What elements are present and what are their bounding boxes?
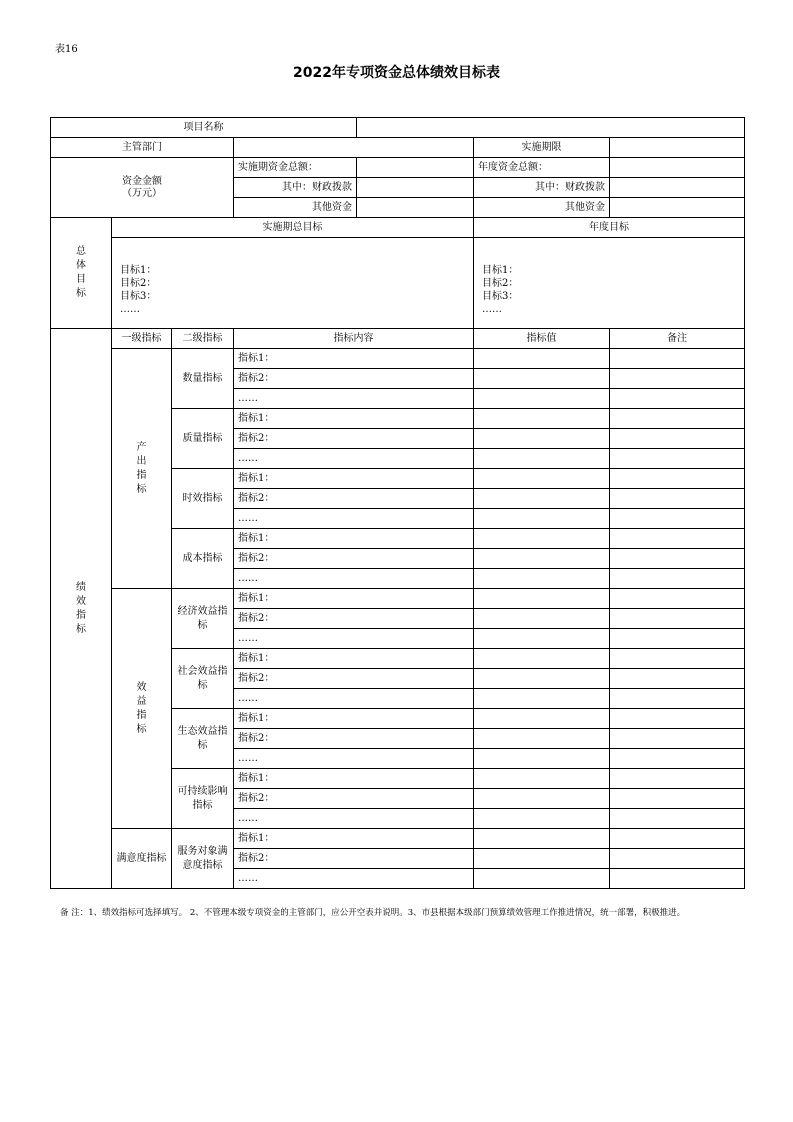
level2-text: 社会效益指标 [177,665,228,691]
level2-cell [172,409,234,469]
indicator-value-cell[interactable] [474,549,610,569]
indicator-remark-cell[interactable] [610,689,745,709]
period-goal-header: 实施期总目标 [112,218,474,238]
indicator-value-cell[interactable] [474,809,610,829]
period-label: 实施期限 [474,138,610,158]
level2-cell [172,709,234,769]
footnote: 备 注：1、绩效指标可选择填写。 2、不管理本级专项资金的主管部门，应公开空表并说明。3、市县根据本级部门预算绩效管理工作推进情况，统一部署，积极推进。 [60,908,686,918]
indicator-value-cell[interactable] [474,529,610,549]
indicator-value-cell[interactable] [474,569,610,589]
level2-cell [172,529,234,589]
indicator-remark-cell[interactable] [610,409,745,429]
level1-text: 满意度指标 [116,852,167,864]
goal-line: 目标3： [120,291,157,302]
indicator-row [51,589,745,609]
indicator-remark-cell[interactable] [610,669,745,689]
level2-text: 质量指标 [182,432,223,444]
indicator-remark-cell[interactable] [610,629,745,649]
annual-fund-field[interactable] [610,158,745,178]
indicator-content-cell[interactable]: 指标2： [234,369,474,389]
indicator-content-cell[interactable]: 指标2： [234,489,474,509]
indicator-content-cell[interactable]: …… [234,749,474,769]
indicator-value-cell[interactable] [474,869,610,889]
indicator-value-cell[interactable] [474,729,610,749]
indicator-remark-cell[interactable] [610,429,745,449]
level1-cell [112,589,172,829]
indicator-content-cell[interactable]: 指标1： [234,709,474,729]
annual-fund-label: 年度资金总额： [474,158,610,178]
indicator-content-cell[interactable]: 指标1： [234,349,474,369]
goal-line: 目标1： [482,265,519,276]
indicator-remark-cell[interactable] [610,749,745,769]
indicator-content-cell[interactable]: 指标1： [234,469,474,489]
indicator-value-cell[interactable] [474,769,610,789]
performance-goal-table [50,117,745,889]
level2-text: 可持续影响指标 [177,785,228,811]
level1-header: 一级指标 [112,329,172,349]
indicator-content-cell[interactable]: 指标1： [234,529,474,549]
level2-text: 经济效益指标 [177,605,228,631]
indicator-content-cell[interactable]: 指标1： [234,589,474,609]
dept-label: 主管部门 [51,138,234,158]
indicator-value-cell[interactable] [474,709,610,729]
level2-cell [172,829,234,889]
goal-line: 目标1： [120,265,157,276]
other-fund-field-1[interactable] [357,198,474,218]
indicator-remark-cell[interactable] [610,549,745,569]
indicator-remark-cell[interactable] [610,589,745,609]
overall-goal-label [51,218,112,329]
indicator-remark-cell[interactable] [610,729,745,749]
indicator-value-cell[interactable] [474,389,610,409]
project-name-label: 项目名称 [51,118,357,138]
indicator-remark-cell[interactable] [610,769,745,789]
level2-cell [172,469,234,529]
indicator-value-cell[interactable] [474,629,610,649]
indicator-value-cell[interactable] [474,349,610,369]
indicator-remark-cell[interactable] [610,529,745,549]
annual-goal-header: 年度目标 [474,218,745,238]
fiscal-label-2: 其中：财政拨款 [474,178,610,198]
fund-amount-text: 资金金额 [122,175,162,187]
level2-text: 时效指标 [182,492,223,504]
indicator-remark-cell[interactable] [610,489,745,509]
indicator-remark-cell[interactable] [610,509,745,529]
indicator-value-cell[interactable] [474,649,610,669]
indicator-value-cell[interactable] [474,429,610,449]
level1-cell [112,829,172,889]
indicator-value-cell[interactable] [474,829,610,849]
dept-field[interactable] [234,138,474,158]
indicator-value-cell[interactable] [474,489,610,509]
level1-text: 效益指标 [136,681,147,735]
indicator-value-cell[interactable] [474,409,610,429]
indicator-value-cell[interactable] [474,749,610,769]
goal-line: 目标2： [482,278,519,289]
level2-header: 二级指标 [172,329,234,349]
indicator-remark-cell[interactable] [610,789,745,809]
indicator-content-cell[interactable]: …… [234,509,474,529]
content-header: 指标内容 [234,329,474,349]
level1-text: 产出指标 [136,441,147,495]
indicator-content-cell[interactable]: 指标2： [234,669,474,689]
perf-indicator-label [51,329,112,889]
indicator-content-cell[interactable]: 指标2： [234,549,474,569]
indicator-content-cell[interactable]: 指标2： [234,789,474,809]
fund-unit-text: （万元） [122,187,162,199]
fund-amount-label [51,158,234,218]
fiscal-field-2[interactable] [610,178,745,198]
level2-text: 服务对象满意度指标 [177,845,228,871]
goal-line: …… [482,304,502,315]
indicator-content-cell[interactable]: …… [234,629,474,649]
level2-cell [172,769,234,829]
indicator-value-cell[interactable] [474,789,610,809]
indicator-content-cell[interactable]: 指标2： [234,729,474,749]
total-period-fund-field[interactable] [357,158,474,178]
indicator-content-cell[interactable]: 指标2： [234,609,474,629]
indicator-remark-cell[interactable] [610,369,745,389]
level2-cell [172,649,234,709]
indicator-value-cell[interactable] [474,689,610,709]
indicator-content-cell[interactable]: 指标1： [234,409,474,429]
page-title: 2022年专项资金总体绩效目标表 [293,65,500,81]
indicator-content-cell[interactable]: 指标1： [234,769,474,789]
indicator-content-cell[interactable]: …… [234,809,474,829]
indicator-value-cell[interactable] [474,589,610,609]
level1-cell [112,349,172,589]
remark-header: 备注 [610,329,745,349]
indicator-remark-cell[interactable] [610,389,745,409]
indicator-content-cell[interactable]: 指标1： [234,649,474,669]
perf-indicator-text: 绩效指标 [76,581,86,635]
overall-goal-text: 总体目标 [76,246,86,299]
level2-text: 数量指标 [182,372,223,384]
indicator-row [51,349,745,369]
other-fund-label-1: 其他资金 [234,198,357,218]
goal-line: …… [120,304,140,315]
indicator-row [51,829,745,849]
indicator-content-cell[interactable]: …… [234,569,474,589]
other-fund-field-2[interactable] [610,198,745,218]
indicator-value-cell[interactable] [474,369,610,389]
fiscal-field-1[interactable] [357,178,474,198]
indicator-remark-cell[interactable] [610,869,745,889]
indicator-content-cell[interactable]: …… [234,449,474,469]
period-field[interactable] [610,138,745,158]
indicator-remark-cell[interactable] [610,449,745,469]
fiscal-label-1: 其中：财政拨款 [234,178,357,198]
indicator-content-cell[interactable]: 指标1： [234,829,474,849]
indicator-value-cell[interactable] [474,469,610,489]
goal-line: 目标2： [120,278,157,289]
table-number: 表16 [55,44,78,55]
project-name-field[interactable] [357,118,745,138]
other-fund-label-2: 其他资金 [474,198,610,218]
level2-cell [172,349,234,409]
goal-line: 目标3： [482,291,519,302]
indicator-remark-cell[interactable] [610,709,745,729]
indicator-content-cell[interactable]: 指标2： [234,429,474,449]
level2-cell [172,589,234,649]
indicator-remark-cell[interactable] [610,569,745,589]
indicator-remark-cell[interactable] [610,349,745,369]
indicator-remark-cell[interactable] [610,829,745,849]
indicator-content-cell[interactable]: …… [234,869,474,889]
indicator-value-cell[interactable] [474,449,610,469]
indicator-content-cell[interactable]: 指标2： [234,849,474,869]
level2-text: 生态效益指标 [177,725,228,751]
indicator-remark-cell[interactable] [610,609,745,629]
indicator-value-cell[interactable] [474,609,610,629]
value-header: 指标值 [474,329,610,349]
indicator-content-cell[interactable]: …… [234,389,474,409]
level2-text: 成本指标 [182,552,223,564]
total-period-fund-label: 实施期资金总额： [234,158,357,178]
indicator-remark-cell[interactable] [610,649,745,669]
indicator-value-cell[interactable] [474,849,610,869]
annual-goal-field[interactable] [474,238,745,329]
indicator-value-cell[interactable] [474,669,610,689]
indicator-content-cell[interactable]: …… [234,689,474,709]
indicator-remark-cell[interactable] [610,809,745,829]
indicator-value-cell[interactable] [474,509,610,529]
indicator-remark-cell[interactable] [610,469,745,489]
indicator-remark-cell[interactable] [610,849,745,869]
period-goal-field[interactable] [112,238,474,329]
